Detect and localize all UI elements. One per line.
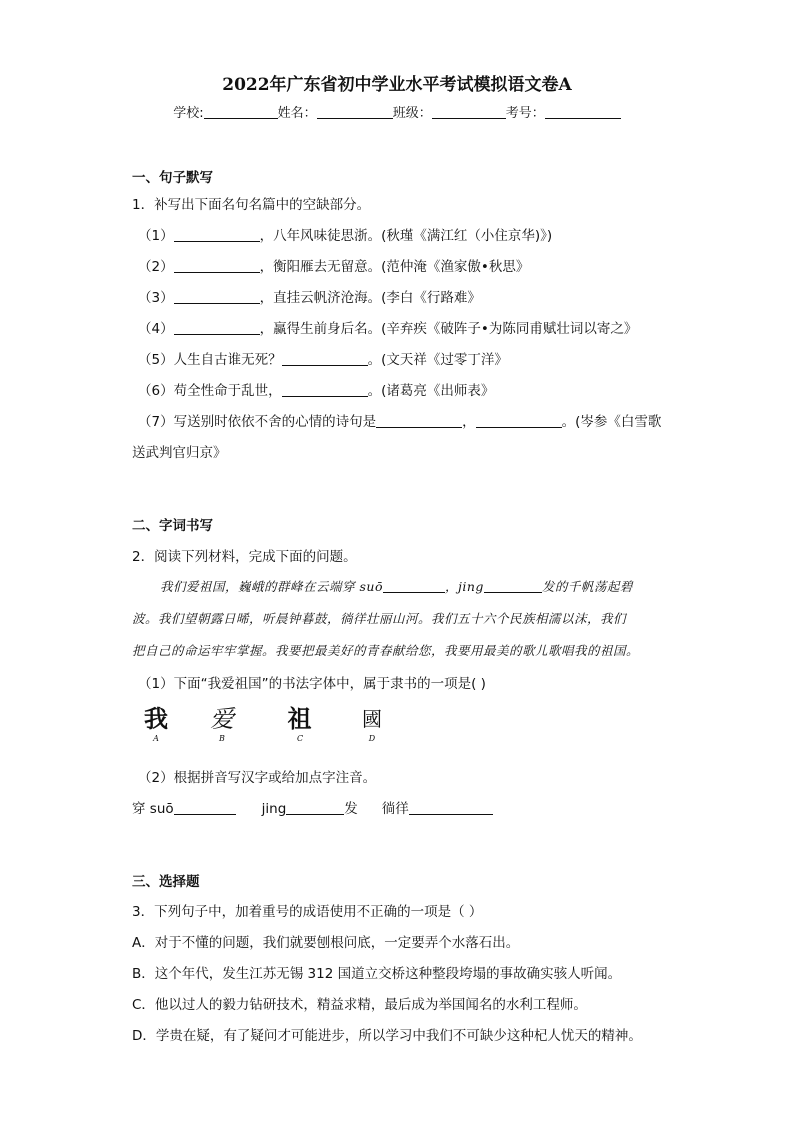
q1-item-prefix: （3） [138,290,174,306]
page-title: 2022年广东省初中学业水平考试模拟语文卷A [222,75,572,95]
q1-item-text: ，八年风味徒思浙。(秋瑾《满江红（小住京华)》) [259,228,553,244]
question3-text: 3．下列句子中，加着重号的成语使用不正确的一项是（ ） [132,904,483,920]
q1-answer-blank[interactable] [282,382,368,397]
q1-answer-blank[interactable] [174,227,260,242]
pinyin-blank-suo[interactable] [383,578,445,593]
student-info-row [0,102,794,121]
section3-heading: 三、选择题 [132,874,200,890]
q1-answer-blank[interactable] [376,413,462,428]
passage-text: 我们爱祖国，巍峨的群峰在云端穿 suō [160,579,383,594]
option-label: B [219,734,225,743]
question2-text: 2．阅读下列材料，完成下面的问题。 [132,549,357,565]
name-label: 姓名： [277,106,317,121]
q1-item-text: 。(岑参《白雪歌 [561,414,662,430]
q1-item-7-continued: 送武判官归京》 [132,445,227,461]
q1-item-text: 。(诸葛亮《出师表》 [367,383,495,399]
q1-item-1 [138,224,552,244]
class-label: 班级： [392,106,432,121]
section2-heading: 二、字词书写 [132,518,213,534]
q1-item-prefix: （4） [138,321,174,337]
q1-item-prefix: （6）苟全性命于乱世， [138,383,282,399]
passage-line-3: 把自己的命运牢牢掌握。我要把最美好的青春献给您，我要用最美的歌儿歌唱我的祖国。 [132,643,640,658]
passage-text: 发的千帆荡起碧 [541,579,633,594]
calligraphy-char: 國 [362,707,382,731]
q1-item-prefix: （1） [138,228,174,244]
choice-option-b[interactable]: B．这个年代，发生江苏无锡 312 国道立交桥这种整段垮塌的事故确实骇人听闻。 [132,966,622,982]
section1-heading: 一、句子默写 [132,170,213,186]
q1-item-6 [138,379,494,399]
answer-label: 徜徉 [381,801,409,817]
q1-answer-blank[interactable] [174,320,260,335]
sub-question-1: （1）下面“我爱祖国”的书法字体中，属于隶书的一项是( ) [138,676,486,692]
class-field[interactable] [432,104,506,119]
passage-text: ，jing [444,579,484,594]
q1-item-5 [138,348,508,368]
q1-item-text: ，直挂云帆济沧海。(李白《行路难》 [259,290,481,306]
q1-answer-blank[interactable] [282,351,368,366]
school-field[interactable] [204,104,278,119]
q1-item-text: ，赢得生前身后名。(辛弃疾《破阵子•为陈同甫赋壮词以寄之》 [259,321,638,337]
q1-answer-blank[interactable] [174,289,260,304]
calligraphy-char: 祖 [287,704,313,733]
q1-answer-blank[interactable] [476,413,562,428]
name-field[interactable] [317,104,393,119]
answer-blank-suo[interactable] [174,800,236,815]
q1-item-prefix: （2） [138,259,174,275]
passage-line-1 [160,577,633,595]
school-label: 学校: [173,106,204,121]
answer-label: 穿 suō [132,801,174,817]
sub-question-2: （2）根据拼音写汉字或给加点字注音。 [138,770,377,786]
q1-item-4 [138,317,637,337]
q1-item-prefix: （7）写送别时依依不舍的心情的诗句是 [138,414,377,430]
option-label: D [368,734,376,743]
answer-blank-changyang[interactable] [409,800,493,815]
choice-option-a[interactable]: A．对于不懂的问题，我们就要刨根问底，一定要弄个水落石出。 [132,935,520,951]
q1-item-7 [138,410,661,430]
q1-item-text: ，衡阳雁去无留意。(范仲淹《渔家傲•秋思》 [259,259,530,275]
q1-answer-blank[interactable] [174,258,260,273]
number-field[interactable] [545,104,621,119]
option-label: C [296,734,304,743]
answer-row [132,797,493,817]
number-label: 考号： [505,106,545,121]
q1-item-2 [138,255,529,275]
answer-label: jing [261,801,287,817]
q1-item-prefix: （5）人生自古谁无死？ [138,352,282,368]
choice-option-d[interactable]: D．学贵在疑，有了疑问才可能进步，所以学习中我们不可缺少这种杞人忧天的精神。 [132,1028,642,1044]
answer-label: 发 [344,801,358,817]
q1-item-sep: ， [462,414,476,430]
calligraphy-option-c[interactable] [280,704,320,743]
calligraphy-option-d[interactable] [352,704,392,743]
q1-item-3 [138,286,481,306]
pinyin-blank-jing[interactable] [484,578,542,593]
passage-line-2: 波。我们望朝露日晞，听晨钟暮鼓，徜徉壮丽山河。我们五十六个民族相濡以沫，我们 [132,611,627,626]
question1-text: 1．补写出下面名句名篇中的空缺部分。 [132,197,371,213]
choice-option-c[interactable]: C．他以过人的毅力钻研技术，精益求精，最后成为举国闻名的水利工程师。 [132,997,587,1013]
calligraphy-char: 爱 [210,705,234,733]
q1-item-text: 。(文天祥《过零丁洋》 [367,352,508,368]
calligraphy-option-a[interactable] [136,704,176,743]
option-label: A [153,734,159,743]
calligraphy-char: 我 [144,704,168,733]
calligraphy-option-b[interactable] [202,704,242,743]
answer-blank-jing[interactable] [286,800,344,815]
